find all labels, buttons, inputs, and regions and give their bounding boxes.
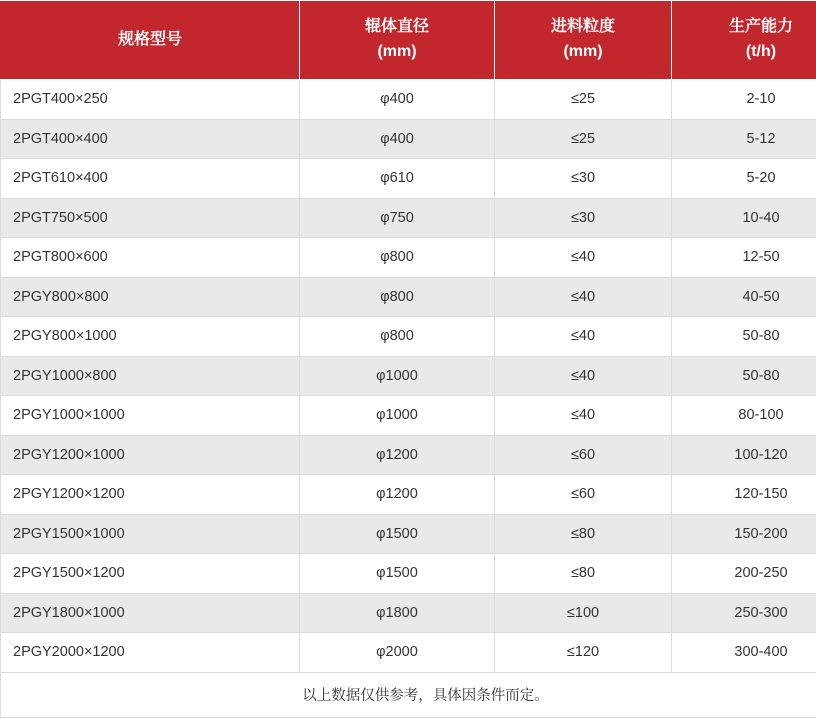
cell-model: 2PGY1200×1200 [1, 475, 300, 515]
cell-roller-diameter: φ1500 [300, 554, 495, 594]
table-row [1, 593, 816, 633]
table-row [1, 317, 816, 357]
cell-feed-size: ≤40 [495, 238, 672, 278]
table-row [1, 198, 816, 238]
table-header-row [1, 1, 816, 80]
cell-model: 2PGT610×400 [1, 159, 300, 199]
cell-roller-diameter: φ1800 [300, 593, 495, 633]
cell-model: 2PGY1000×1000 [1, 396, 300, 436]
cell-roller-diameter: φ800 [300, 277, 495, 317]
cell-feed-size: ≤80 [495, 514, 672, 554]
table-footer [1, 672, 816, 717]
table-row [1, 475, 816, 515]
table-row [1, 554, 816, 594]
column-header-feed-size [495, 1, 672, 80]
cell-capacity: 80-100 [672, 396, 816, 436]
table-row [1, 238, 816, 278]
column-header-roller-diameter [300, 1, 495, 80]
table-row [1, 80, 816, 120]
cell-model: 2PGY1000×800 [1, 356, 300, 396]
table-row [1, 356, 816, 396]
cell-model: 2PGY1500×1000 [1, 514, 300, 554]
cell-feed-size: ≤30 [495, 198, 672, 238]
column-header-roller-diameter-line1: 辊体直径 [304, 15, 490, 40]
column-header-capacity [672, 1, 816, 80]
cell-capacity: 50-80 [672, 356, 816, 396]
cell-model: 2PGY1200×1000 [1, 435, 300, 475]
cell-roller-diameter: φ1000 [300, 356, 495, 396]
cell-capacity: 2-10 [672, 80, 816, 120]
cell-feed-size: ≤25 [495, 80, 672, 120]
cell-model: 2PGY1800×1000 [1, 593, 300, 633]
cell-feed-size: ≤40 [495, 277, 672, 317]
table-row [1, 119, 816, 159]
cell-roller-diameter: φ400 [300, 119, 495, 159]
cell-capacity: 150-200 [672, 514, 816, 554]
cell-roller-diameter: φ750 [300, 198, 495, 238]
cell-feed-size: ≤100 [495, 593, 672, 633]
cell-roller-diameter: φ1000 [300, 396, 495, 436]
column-header-roller-diameter-unit: (mm) [304, 40, 490, 65]
cell-capacity: 5-20 [672, 159, 816, 199]
cell-model: 2PGY1500×1200 [1, 554, 300, 594]
cell-feed-size: ≤60 [495, 435, 672, 475]
cell-model: 2PGY800×1000 [1, 317, 300, 357]
cell-roller-diameter: φ800 [300, 238, 495, 278]
table-body [1, 80, 816, 673]
cell-capacity: 40-50 [672, 277, 816, 317]
table-footer-row [1, 672, 816, 717]
cell-capacity: 200-250 [672, 554, 816, 594]
cell-capacity: 12-50 [672, 238, 816, 278]
cell-capacity: 5-12 [672, 119, 816, 159]
cell-feed-size: ≤60 [495, 475, 672, 515]
cell-model: 2PGT400×400 [1, 119, 300, 159]
cell-feed-size: ≤40 [495, 317, 672, 357]
cell-feed-size: ≤40 [495, 396, 672, 436]
cell-model: 2PGY2000×1200 [1, 633, 300, 673]
cell-model: 2PGT800×600 [1, 238, 300, 278]
cell-model: 2PGY800×800 [1, 277, 300, 317]
column-header-model-line1: 规格型号 [5, 28, 295, 53]
column-header-capacity-line1: 生产能力 [676, 15, 816, 40]
column-header-model [1, 1, 300, 80]
cell-capacity: 300-400 [672, 633, 816, 673]
cell-feed-size: ≤120 [495, 633, 672, 673]
cell-model: 2PGT750×500 [1, 198, 300, 238]
table-row [1, 633, 816, 673]
cell-capacity: 100-120 [672, 435, 816, 475]
cell-roller-diameter: φ1500 [300, 514, 495, 554]
cell-roller-diameter: φ1200 [300, 435, 495, 475]
table-header [1, 1, 816, 80]
column-header-feed-size-line1: 进料粒度 [499, 15, 667, 40]
cell-feed-size: ≤80 [495, 554, 672, 594]
footer-note: 以上数据仅供参考，具体因条件而定。 [1, 672, 816, 717]
cell-feed-size: ≤30 [495, 159, 672, 199]
cell-capacity: 10-40 [672, 198, 816, 238]
cell-roller-diameter: φ800 [300, 317, 495, 357]
cell-roller-diameter: φ1200 [300, 475, 495, 515]
table-row [1, 514, 816, 554]
column-header-capacity-unit: (t/h) [676, 40, 816, 65]
cell-feed-size: ≤40 [495, 356, 672, 396]
cell-model: 2PGT400×250 [1, 80, 300, 120]
cell-capacity: 50-80 [672, 317, 816, 357]
cell-feed-size: ≤25 [495, 119, 672, 159]
column-header-feed-size-unit: (mm) [499, 40, 667, 65]
cell-roller-diameter: φ610 [300, 159, 495, 199]
table-row [1, 396, 816, 436]
table-row [1, 159, 816, 199]
table-row [1, 277, 816, 317]
cell-roller-diameter: φ400 [300, 80, 495, 120]
table-row [1, 435, 816, 475]
cell-roller-diameter: φ2000 [300, 633, 495, 673]
cell-capacity: 250-300 [672, 593, 816, 633]
cell-capacity: 120-150 [672, 475, 816, 515]
